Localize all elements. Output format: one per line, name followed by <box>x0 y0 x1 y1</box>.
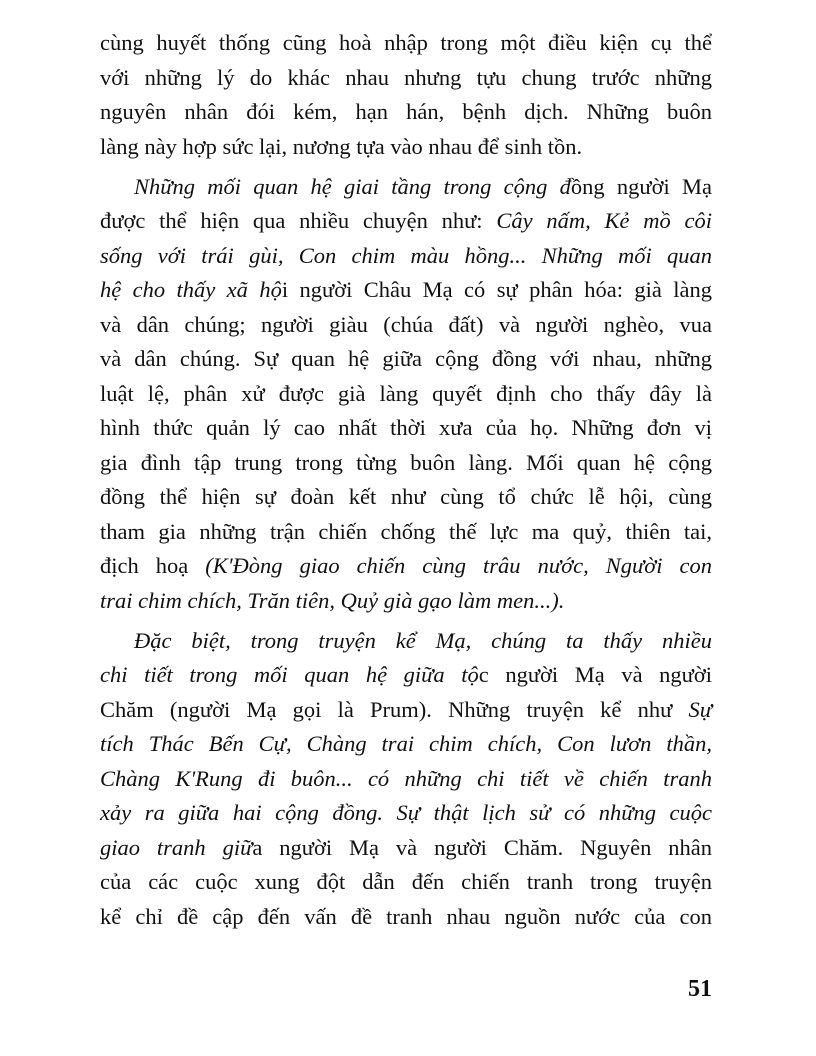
text-segment: gia đình tập trung trong từng buôn làng. Mối quan hệ cộng <box>100 449 712 475</box>
italic-text: sống với trái gùi, Con chim màu hồng... Những mối quan <box>100 242 712 268</box>
text-line <box>100 796 712 831</box>
italic-text: Cây nấm, Kẻ mồ côi <box>496 208 712 233</box>
text-segment: với những lý do khác nhau nhưng tựu chung trước những <box>100 64 712 90</box>
text-line <box>100 95 712 130</box>
text-segment: hình thức quản lý cao nhất thời xưa của họ. Những đơn vị <box>100 415 712 440</box>
paragraph <box>100 170 712 619</box>
page-number: 51 <box>688 976 712 1002</box>
text-segment: cùng huyết thống cũng hoà nhập trong một điều kiện cụ thể <box>100 30 712 55</box>
italic-text: Sự <box>688 696 712 722</box>
text-segment: nguyên nhân đói kém, hạn hán, bệnh dịch. Những buôn <box>100 99 712 124</box>
text-line <box>100 549 712 584</box>
text-segment: luật lệ, phân xử được già làng quyết định cho thấy đây là <box>100 380 712 406</box>
text-segment: và dân chúng. Sự quan hệ giữa cộng đồng với nhau, những <box>100 346 712 371</box>
text-segment: ồng người Mạ <box>570 173 712 199</box>
text-segment: a người Mạ và người Chăm. Nguyên nhân <box>252 834 712 860</box>
italic-text: hệ cho thấy xã hộ <box>100 277 282 302</box>
paragraph <box>100 26 712 164</box>
text-segment: c người Mạ và người <box>478 662 712 687</box>
text-line <box>100 480 712 515</box>
text-segment: làng này hợp sức lại, nương tựa vào nhau để sinh tồn. <box>100 133 583 159</box>
text-segment: đồng thể hiện sự đoàn kết như cùng tổ chức lễ hội, cùng <box>100 484 712 509</box>
italic-text: trai chim chích, Trăn tiên, Quỷ già gạo làm men...). <box>100 587 565 613</box>
italic-text: giao tranh giữ <box>100 834 253 860</box>
text-line <box>100 204 712 239</box>
text-segment: của các cuộc xung đột dẫn đến chiến tranh trong truyện <box>100 869 712 894</box>
text-segment: kể chỉ đề cập đến vấn đề tranh nhau nguồn nước của con <box>100 903 712 929</box>
italic-text: (K'Đòng giao chiến cùng trâu nước, Người con <box>205 553 712 578</box>
text-segment: được thể hiện qua nhiều chuyện như: <box>100 208 497 233</box>
text-line <box>100 584 712 619</box>
text-line <box>100 239 712 274</box>
text-segment: và dân chúng; người giàu (chúa đất) và người nghèo, vua <box>100 311 712 337</box>
text-segment: tham gia những trận chiến chống thế lực ma quỷ, thiên tai, <box>100 518 712 544</box>
text-line <box>100 411 712 446</box>
page-body <box>100 26 712 940</box>
text-line <box>100 342 712 377</box>
italic-text: tích Thác Bến Cự, Chàng trai chim chích, Con lươn thần, <box>100 731 712 756</box>
text-line <box>100 446 712 481</box>
italic-text: Những mối quan hệ giai tầng trong cộng đ <box>134 173 571 199</box>
text-line <box>100 865 712 900</box>
text-segment: i người Châu Mạ có sự phân hóa: già làng <box>281 277 712 302</box>
italic-text: xảy ra giữa hai cộng đồng. Sự thật lịch sử có những cuộc <box>100 800 712 825</box>
text-line <box>100 377 712 412</box>
text-line <box>100 762 712 797</box>
text-line <box>100 26 712 61</box>
text-line <box>100 170 712 205</box>
text-line <box>100 308 712 343</box>
text-line <box>100 130 712 165</box>
text-line <box>100 831 712 866</box>
text-line <box>100 693 712 728</box>
text-line <box>100 900 712 935</box>
text-line <box>100 61 712 96</box>
text-line <box>100 624 712 659</box>
text-line <box>100 273 712 308</box>
text-segment: Chăm (người Mạ gọi là Prum). Những truyện kể như <box>100 696 689 722</box>
text-line <box>100 515 712 550</box>
italic-text: Chàng K'Rung đi buôn... có những chi tiết về chiến tranh <box>100 765 712 791</box>
paragraph <box>100 624 712 935</box>
text-line <box>100 727 712 762</box>
text-line <box>100 658 712 693</box>
italic-text: chi tiết trong mối quan hệ giữa tộ <box>100 662 479 687</box>
italic-text: Đặc biệt, trong truyện kể Mạ, chúng ta thấy nhiều <box>134 627 712 653</box>
text-segment: địch hoạ <box>100 553 206 578</box>
